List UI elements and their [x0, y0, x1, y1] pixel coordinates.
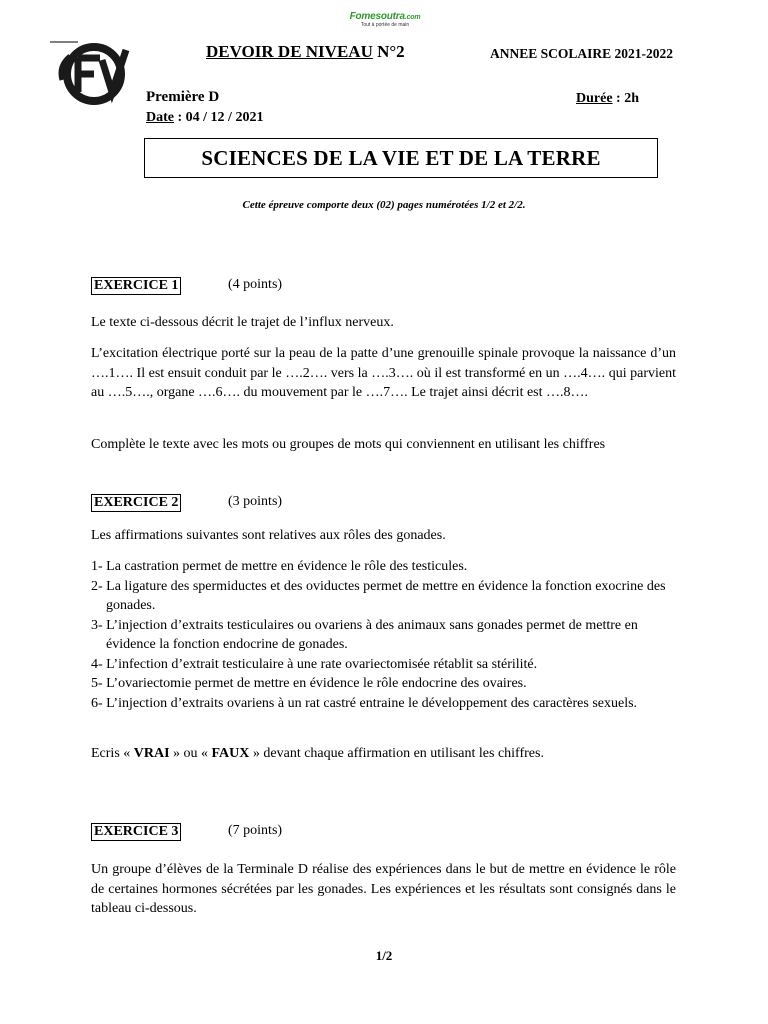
- fomesoutra-brand: [340, 11, 430, 28]
- exam-title: DEVOIR DE NIVEAU N°2: [206, 42, 405, 61]
- brand-name: Fomesoutra.com: [349, 11, 421, 22]
- exercise-3-text: Un groupe d’élèves de la Terminale D réalise des expériences dans le but de mettre en évidence le rôle de certaines hormones sécrétées par les gonades. Les expériences et les résultats sont consignés dans le tableau ci-dessous.: [91, 862, 676, 916]
- exercise-3-title: EXERCICE 3: [91, 823, 181, 841]
- exercise-1-instruction: Complète le texte avec les mots ou groupes de mots qui conviennent en utilisant les chiffres: [91, 437, 606, 452]
- list-item: 1- La castration permet de mettre en évidence le rôle des testicules.: [91, 559, 468, 574]
- exercise-2-intro: Les affirmations suivantes sont relatives aux rôles des gonades.: [91, 528, 446, 543]
- page-number: 1/2: [375, 948, 393, 963]
- list-item: 3- L’injection d’extraits testiculaires ou ovariens à des animaux sans gonades permet de mettre en évidence la fonction endocrine de gonades.: [91, 617, 638, 652]
- list-item: 6- L’injection d’extraits ovariens à un rat castré entraine le développement des caractères sexuels.: [91, 695, 638, 711]
- exercise-3-heading: [91, 822, 181, 841]
- exercise-1-heading: [91, 276, 181, 295]
- list-item: 4- L’infection d’extrait testiculaire à une rate ovariectomisée rétablit sa stérilité.: [91, 656, 538, 672]
- school-year: ANNEE SCOLAIRE 2021-2022: [490, 46, 674, 61]
- exam-date: Date : 04 / 12 / 2021: [146, 110, 264, 125]
- class-name: Première D: [146, 89, 220, 105]
- exercise-3-points: (7 points): [228, 823, 283, 838]
- school-logo-icon: [48, 36, 136, 112]
- exercise-1-title: EXERCICE 1: [91, 277, 181, 295]
- exercise-2-statements: [91, 557, 676, 713]
- list-item: 5- L’ovariectomie permet de mettre en évidence le rôle endocrine des ovaires.: [91, 676, 527, 691]
- exercise-2-points: (3 points): [228, 494, 283, 509]
- exercise-2-instruction: Ecris « VRAI » ou « FAUX » devant chaque affirmation en utilisant les chiffres.: [91, 746, 544, 761]
- exercise-2-heading: [91, 493, 181, 512]
- brand-tagline: Tout à portée de main: [360, 22, 410, 28]
- exercise-1-intro: Le texte ci-dessous décrit le trajet de l’influx nerveux.: [91, 315, 394, 330]
- exercise-1-text: L’excitation électrique porté sur la peau de la patte d’une grenouille spinale provoque la naissance d’un ….1…. Il est ensuit conduit par le ….2…. vers la ….3…. où il est transformé en un ….4…. qui parvient au ….5…., organe ….6…. du mouvement par le ….7…. Le trajet ainsi décrit est ….8….: [91, 346, 676, 400]
- page-notice: Cette épreuve comporte deux (02) pages numérotées 1/2 et 2/2.: [242, 199, 526, 211]
- exercise-1-points: (4 points): [228, 277, 283, 292]
- duration: Durée : 2h: [576, 91, 639, 106]
- exercise-2-title: EXERCICE 2: [91, 494, 181, 512]
- list-item: 2- La ligature des spermiductes et des oviductes permet de mettre en évidence la fonction exocrine des gonades.: [91, 578, 666, 613]
- subject-title: SCIENCES DE LA VIE ET DE LA TERRE: [144, 138, 658, 178]
